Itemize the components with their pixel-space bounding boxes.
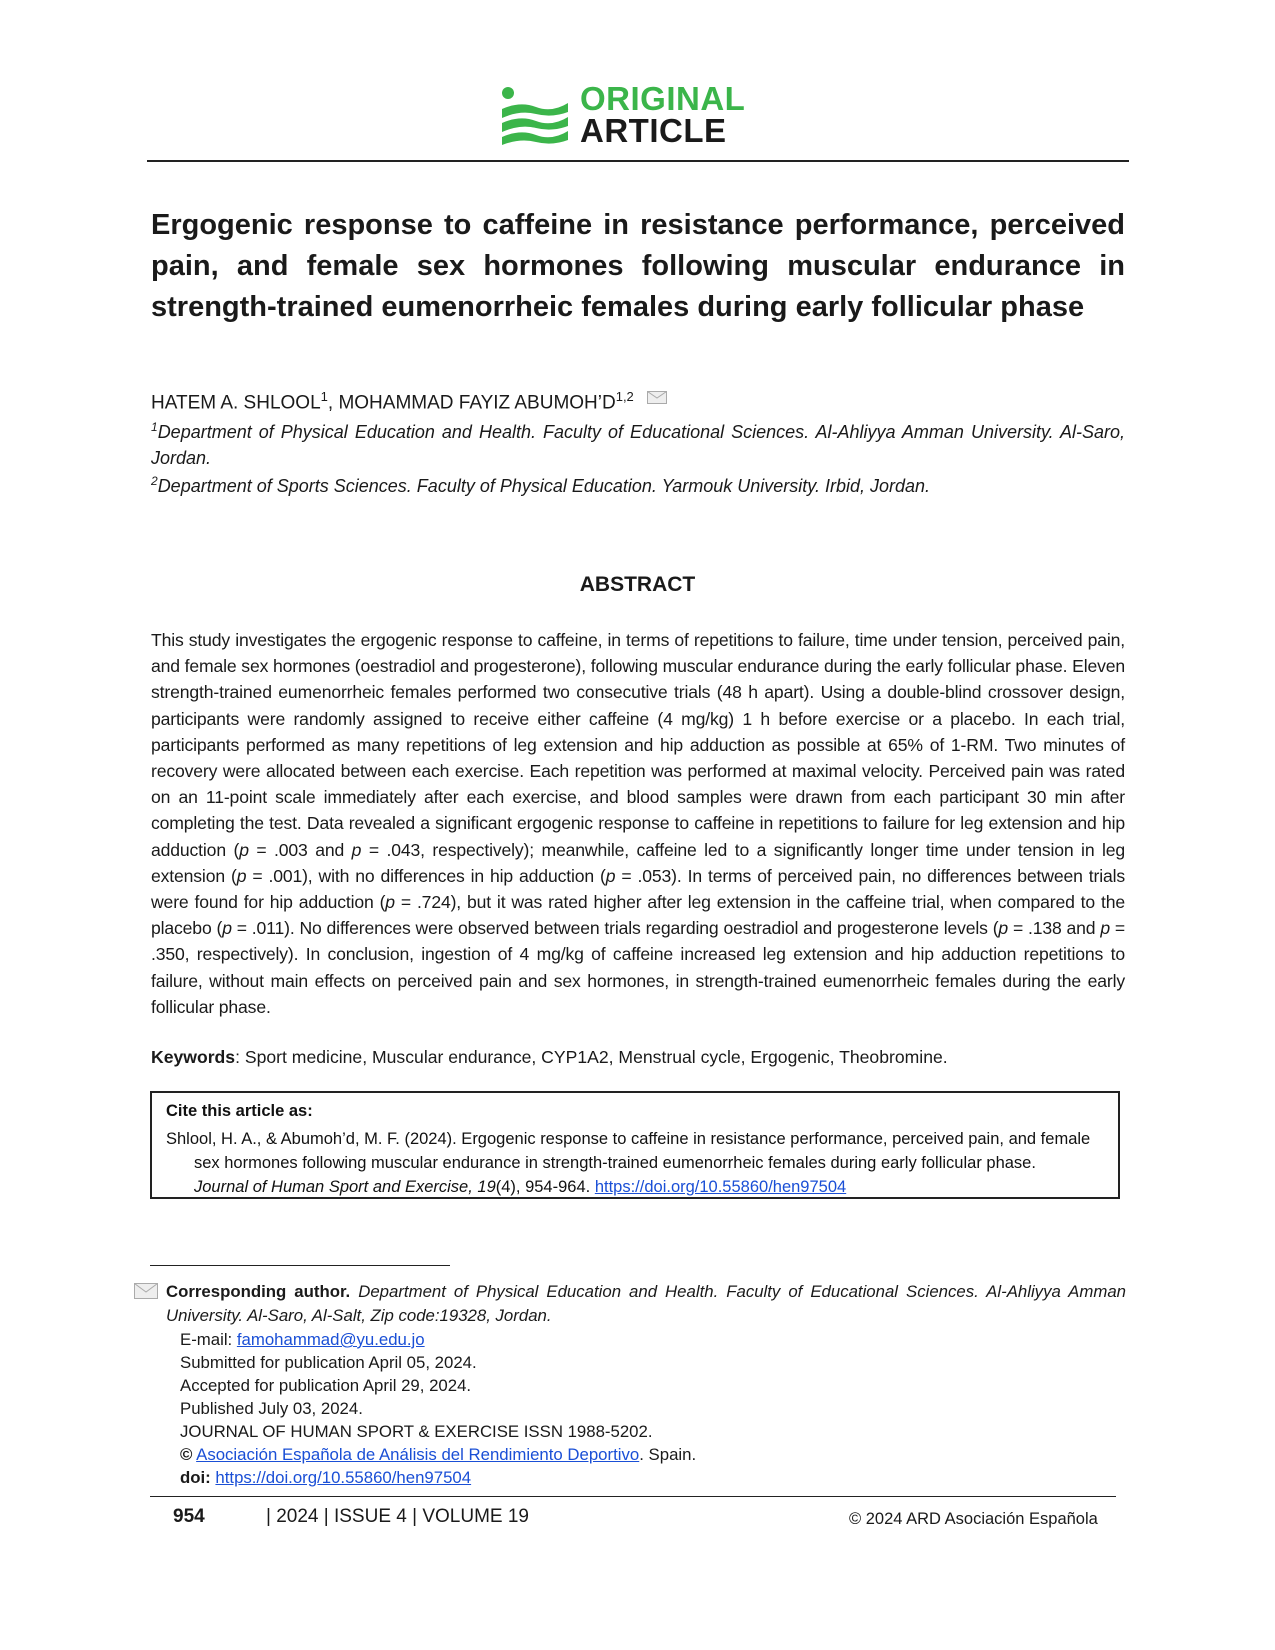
accepted-date: Accepted for publication April 29, 2024. [180, 1376, 472, 1395]
footer-copyright: © 2024 ARD Asociación Española [849, 1510, 1098, 1528]
journal-issn: JOURNAL OF HUMAN SPORT & EXERCISE ISSN 1988-5202. [180, 1422, 653, 1441]
copyright-symbol: © [180, 1445, 193, 1464]
original-article-logo [500, 80, 800, 153]
affiliation-1-text: Department of Physical Education and Health. Faculty of Educational Sciences. Al-Ahliyya Amman University. Al-Saro, Jordan. [151, 422, 1125, 468]
abstract-text: = .138 and [1008, 918, 1101, 939]
correspondence-address [166, 1280, 1126, 1328]
p-symbol: p [222, 918, 232, 939]
affiliation-2-number: 2 [151, 474, 158, 488]
envelope-icon[interactable] [647, 391, 667, 404]
author-2-affiliation: 1,2 [615, 389, 634, 404]
footnote-divider [150, 1265, 450, 1266]
submitted-date: Submitted for publication April 05, 2024. [180, 1353, 477, 1372]
doi-label: doi: [180, 1468, 216, 1487]
issue-info: | 2024 | ISSUE 4 | VOLUME 19 [266, 1506, 529, 1527]
envelope-icon [134, 1283, 158, 1299]
citation-box [150, 1091, 1120, 1199]
author-1: HATEM A. SHLOOL [151, 392, 321, 414]
citation-issue: (4), 954-964. [495, 1178, 595, 1196]
doi-line [180, 1466, 471, 1490]
affiliation-1 [151, 414, 1125, 471]
p-symbol: p [998, 918, 1009, 939]
abstract-text: = .350, respectively). In conclusion, ingestion of 4 mg/kg of caffeine increased leg extension and hip adduction repetitions to failure, without main effects on perceived pain and sex hormones, in strength-trained eumenorrheic females during the early follicular phase. [151, 918, 1126, 1017]
p-symbol: p [239, 839, 249, 860]
citation-body [166, 1127, 1106, 1199]
abstract-text: This study investigates the ergogenic response to caffeine, in terms of repetitions to failure, time under tension, perceived pain, and female sex hormones (oestradiol and progesterone), following muscular endurance during the early follicular phase. Eleven strength-trained eumenorrheic females performed two consecutive trials (48 h apart). Using a double-blind crossover design, participants were randomly assigned to receive either caffeine (4 mg/kg) 1 h before exercise or a placebo. In each trial, participants performed as many repetitions of leg extension and hip adduction as possible at 65% of 1-RM. Two minutes of recovery were allocated between each exercise. Each repetition was performed at maximal velocity. Perceived pain was rated on an 11-point scale immediately after each exercise, and blood samples were drawn from each participant 30 min after completing the test. Data revealed a significant ergogenic response to caffeine in repetitions to failure for leg extension and hip adduction ( [151, 630, 1125, 860]
header-divider [147, 160, 1129, 162]
p-symbol: p [385, 892, 395, 913]
keywords [151, 1047, 1125, 1068]
footer-divider [150, 1496, 1116, 1497]
page-number: 954 [173, 1506, 205, 1527]
citation-journal: Journal of Human Sport and Exercise, 19 [194, 1178, 496, 1196]
citation-doi-link[interactable]: https://doi.org/10.55860/hen97504 [594, 1178, 847, 1196]
logo-text [580, 80, 746, 149]
author-list [151, 389, 667, 414]
citation-line-2: sex hormones following muscular endurance in strength-trained eumenorrheic females during early follicular phase. [194, 1154, 1036, 1172]
keywords-label: Keywords [151, 1047, 236, 1067]
association-line [180, 1443, 696, 1467]
affiliation-2-text: Department of Sports Sciences. Faculty of Physical Education. Yarmouk University. Irbid, Jordan. [157, 476, 931, 496]
citation-label: Cite this article as: [166, 1102, 313, 1120]
affiliation-1-number: 1 [151, 420, 158, 434]
abstract-text: = .001), with no differences in hip adduction ( [246, 865, 606, 886]
p-symbol: p [351, 839, 362, 860]
keywords-list: : Sport medicine, Muscular endurance, CYP1A2, Menstrual cycle, Ergogenic, Theobromine. [235, 1047, 948, 1067]
abstract-text: = .043, respectively); meanwhile, caffeine led to a significantly longer time under tension in leg extension ( [151, 839, 1126, 886]
citation-rest [166, 1151, 1106, 1199]
correspondence-address-text: Department of Physical Education and Health. Faculty of Educational Sciences. Al-Ahliyya Amman University. Al-Saro, Al-Salt, Zip code:19328, Jordan. [166, 1282, 1126, 1325]
association-suffix: . Spain. [639, 1445, 697, 1464]
published-date: Published July 03, 2024. [180, 1399, 363, 1418]
correspondence-email [180, 1328, 425, 1352]
logo-line-original: ORIGINAL [580, 80, 746, 117]
author-separator: , [327, 392, 339, 414]
p-symbol: p [1100, 918, 1110, 939]
abstract-body [151, 627, 1125, 1020]
p-symbol: p [605, 865, 616, 886]
abstract-text: = .053). In terms of perceived pain, no differences between trials were found for hip adduction ( [151, 865, 1126, 913]
logo-line-article: ARTICLE [580, 112, 727, 149]
abstract-text: = .011). No differences were observed between trials regarding oestradiol and progesterone levels ( [231, 918, 999, 939]
doi-link[interactable]: https://doi.org/10.55860/hen97504 [215, 1468, 472, 1487]
correspondence-label: Corresponding author. [166, 1282, 351, 1301]
abstract-text: = .003 and [248, 839, 352, 860]
article-title: Ergogenic response to caffeine in resistance performance, perceived pain, and female sex hormones following muscular endurance in strength-trained eumenorrheic females during early follicular phase [151, 209, 1125, 323]
email-label: E-mail: [180, 1330, 237, 1349]
association-link[interactable]: Asociación Española de Análisis del Rendimiento Deportivo [196, 1445, 640, 1464]
abstract-heading: ABSTRACT [579, 573, 696, 596]
email-link[interactable]: famohammad@yu.edu.jo [236, 1330, 425, 1349]
affiliation-2 [151, 468, 1125, 499]
stripes-logo-icon [500, 85, 570, 145]
author-1-affiliation: 1 [320, 389, 328, 404]
author-2: MOHAMMAD FAYIZ ABUMOH’D [338, 392, 616, 414]
citation-line-1: Shlool, H. A., & Abumoh’d, M. F. (2024). Ergogenic response to caffeine in resistance performance, perceived pain, and female [166, 1130, 1091, 1148]
abstract-text: = .724), but it was rated higher after leg extension in the caffeine trial, when compared to the placebo ( [151, 892, 1125, 939]
p-symbol: p [236, 865, 247, 886]
